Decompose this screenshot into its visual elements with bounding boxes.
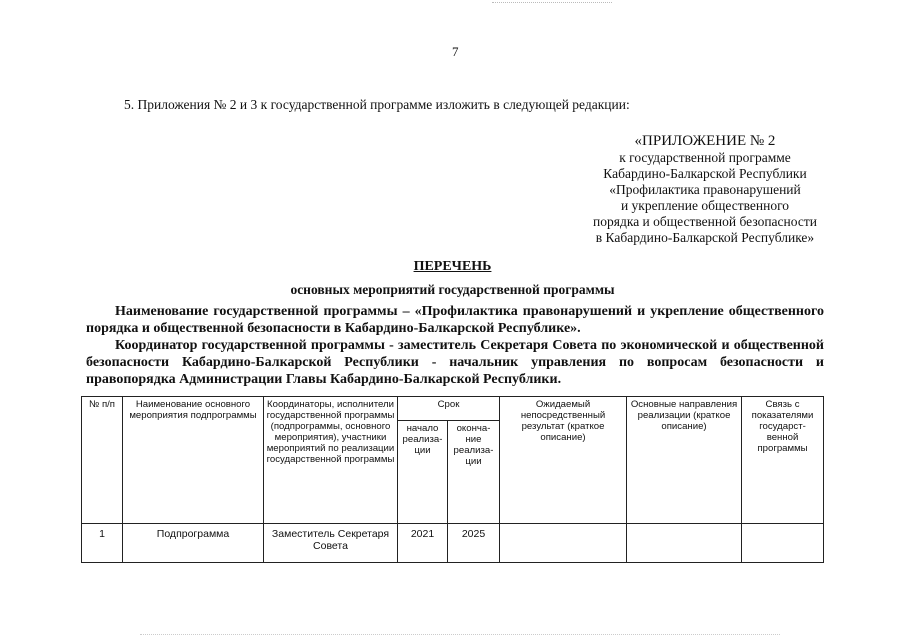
appendix-line: и укрепление общественного (620, 198, 790, 213)
document-title: ПЕРЕЧЕНЬ (413, 259, 492, 274)
cell-coordinator: Заместитель Секретаря Совета (264, 524, 398, 563)
header-directions: Основные направления реализации (краткое описание) (627, 397, 742, 524)
header-coordinators: Координаторы, исполнители государственной программы (подпрограммы, основного мероприятия), участники мероприятий по реализации государственной программы (264, 397, 398, 524)
cell-result (500, 524, 627, 563)
measures-table (81, 396, 824, 563)
scan-artifact-bottom (140, 634, 780, 635)
scan-artifact-top (492, 2, 612, 3)
appendix-block (520, 132, 890, 246)
document-subtitle: основных мероприятий государственной программы (290, 282, 615, 297)
table-row (82, 524, 824, 563)
coordinator-paragraph: Координатор государственной программы - заместитель Секретаря Совета по экономической и общественной безопасности Кабардино-Балкарской Республики - начальник управления по вопросам безопасности и правопорядка Администрации Главы Кабардино-Балкарской Республики. (86, 338, 824, 387)
header-link: Связь с показателями государст-венной программы (742, 397, 824, 524)
appendix-line: «ПРИЛОЖЕНИЕ № 2 (634, 133, 776, 149)
appendix-line: порядка и общественной безопасности (593, 214, 817, 229)
appendix-line: в Кабардино-Балкарской Республике» (595, 230, 815, 245)
header-result: Ожидаемый непосредственный результат (краткое описание) (500, 397, 627, 524)
header-term-start: начало реализа-ции (398, 421, 448, 524)
table-header-row (82, 397, 824, 421)
header-term-end: оконча-ние реализа-ции (448, 421, 500, 524)
cell-directions (627, 524, 742, 563)
cell-name: Подпрограмма (123, 524, 264, 563)
header-name: Наименование основного мероприятия подпрограммы (123, 397, 264, 524)
cell-num: 1 (82, 524, 123, 563)
program-name-paragraph: Наименование государственной программы – «Профилактика правонарушений и укрепление общественного порядка и общественной безопасности в Кабардино-Балкарской Республике». (86, 304, 824, 336)
page-number: 7 (452, 44, 459, 59)
appendix-line: к государственной программе (619, 150, 791, 165)
cell-start: 2021 (398, 524, 448, 563)
appendix-line: Кабардино-Балкарской Республики (603, 166, 807, 181)
appendix-line: «Профилактика правонарушений (609, 182, 801, 197)
cell-link (742, 524, 824, 563)
cell-end: 2025 (448, 524, 500, 563)
item-5-text: 5. Приложения № 2 и 3 к государственной программе изложить в следующей редакции: (124, 97, 630, 112)
header-num: № п/п (82, 397, 123, 524)
header-term: Срок (398, 397, 500, 421)
